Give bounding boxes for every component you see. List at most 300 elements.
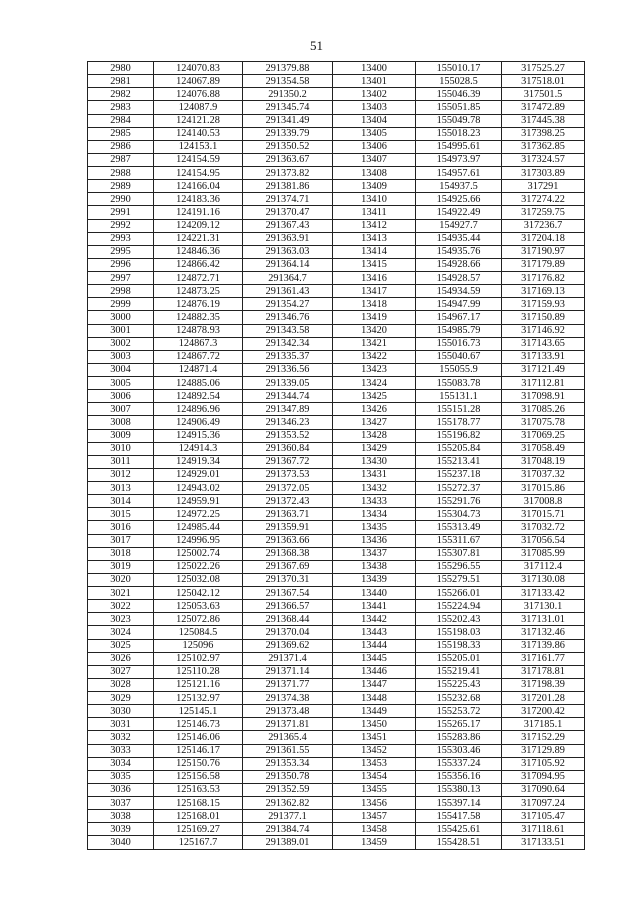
table-row bbox=[88, 652, 585, 665]
x-coordinate-b-cell: 155151.28 bbox=[416, 403, 502, 416]
page-number: 51 bbox=[310, 38, 323, 53]
point-number-a-cell: 3024 bbox=[88, 626, 154, 639]
point-number-b-cell: 13449 bbox=[333, 705, 416, 718]
x-coordinate-b-cell: 155178.77 bbox=[416, 416, 502, 429]
x-coordinate-a-cell: 124867.72 bbox=[154, 350, 243, 363]
point-number-b-cell: 13444 bbox=[333, 639, 416, 652]
x-coordinate-b-cell: 155397.14 bbox=[416, 797, 502, 810]
x-coordinate-a-cell: 125132.97 bbox=[154, 692, 243, 705]
x-coordinate-b-cell: 154927.7 bbox=[416, 219, 502, 232]
point-number-b-cell: 13438 bbox=[333, 560, 416, 573]
x-coordinate-b-cell: 155028.5 bbox=[416, 75, 502, 88]
y-coordinate-a-cell: 291345.74 bbox=[243, 101, 333, 114]
x-coordinate-a-cell: 124878.93 bbox=[154, 324, 243, 337]
y-coordinate-a-cell: 291370.47 bbox=[243, 206, 333, 219]
point-number-b-cell: 13433 bbox=[333, 495, 416, 508]
table-row bbox=[88, 573, 585, 586]
y-coordinate-b-cell: 317112.4 bbox=[502, 560, 585, 573]
point-number-b-cell: 13437 bbox=[333, 547, 416, 560]
x-coordinate-b-cell: 154985.79 bbox=[416, 324, 502, 337]
point-number-b-cell: 13450 bbox=[333, 718, 416, 731]
x-coordinate-a-cell: 124929.01 bbox=[154, 468, 243, 481]
x-coordinate-b-cell: 154947.99 bbox=[416, 298, 502, 311]
x-coordinate-a-cell: 124985.44 bbox=[154, 521, 243, 534]
point-number-b-cell: 13458 bbox=[333, 823, 416, 836]
table-row bbox=[88, 744, 585, 757]
point-number-b-cell: 13414 bbox=[333, 245, 416, 258]
y-coordinate-b-cell: 317472.89 bbox=[502, 101, 585, 114]
table-row bbox=[88, 797, 585, 810]
y-coordinate-a-cell: 291374.71 bbox=[243, 193, 333, 206]
y-coordinate-b-cell: 317132.46 bbox=[502, 626, 585, 639]
x-coordinate-a-cell: 124959.91 bbox=[154, 495, 243, 508]
x-coordinate-b-cell: 155266.01 bbox=[416, 587, 502, 600]
x-coordinate-a-cell: 125121.16 bbox=[154, 678, 243, 691]
x-coordinate-a-cell: 125072.86 bbox=[154, 613, 243, 626]
x-coordinate-a-cell: 124867.3 bbox=[154, 337, 243, 350]
point-number-b-cell: 13446 bbox=[333, 665, 416, 678]
point-number-b-cell: 13457 bbox=[333, 810, 416, 823]
x-coordinate-b-cell: 155224.94 bbox=[416, 600, 502, 613]
x-coordinate-a-cell: 124209.12 bbox=[154, 219, 243, 232]
x-coordinate-a-cell: 125169.27 bbox=[154, 823, 243, 836]
table-row bbox=[88, 180, 585, 193]
x-coordinate-b-cell: 155296.55 bbox=[416, 560, 502, 573]
point-number-b-cell: 13453 bbox=[333, 757, 416, 770]
point-number-a-cell: 2988 bbox=[88, 167, 154, 180]
point-number-b-cell: 13436 bbox=[333, 534, 416, 547]
x-coordinate-a-cell: 124885.06 bbox=[154, 377, 243, 390]
table-row bbox=[88, 692, 585, 705]
table-row bbox=[88, 153, 585, 166]
y-coordinate-b-cell: 317133.42 bbox=[502, 587, 585, 600]
table-row bbox=[88, 547, 585, 560]
y-coordinate-a-cell: 291371.77 bbox=[243, 678, 333, 691]
x-coordinate-a-cell: 124943.02 bbox=[154, 482, 243, 495]
point-number-a-cell: 3002 bbox=[88, 337, 154, 350]
x-coordinate-a-cell: 124221.31 bbox=[154, 232, 243, 245]
table-body bbox=[88, 62, 585, 850]
point-number-a-cell: 2991 bbox=[88, 206, 154, 219]
point-number-b-cell: 13456 bbox=[333, 797, 416, 810]
y-coordinate-a-cell: 291364.7 bbox=[243, 272, 333, 285]
y-coordinate-b-cell: 317201.28 bbox=[502, 692, 585, 705]
point-number-a-cell: 3034 bbox=[88, 757, 154, 770]
x-coordinate-a-cell: 124866.42 bbox=[154, 258, 243, 271]
y-coordinate-b-cell: 317518.01 bbox=[502, 75, 585, 88]
y-coordinate-b-cell: 317130.08 bbox=[502, 573, 585, 586]
y-coordinate-b-cell: 317105.92 bbox=[502, 757, 585, 770]
y-coordinate-a-cell: 291389.01 bbox=[243, 836, 333, 849]
y-coordinate-b-cell: 317198.39 bbox=[502, 678, 585, 691]
point-number-a-cell: 3018 bbox=[88, 547, 154, 560]
x-coordinate-b-cell: 155428.51 bbox=[416, 836, 502, 849]
x-coordinate-a-cell: 124896.96 bbox=[154, 403, 243, 416]
point-number-a-cell: 3030 bbox=[88, 705, 154, 718]
x-coordinate-a-cell: 125168.15 bbox=[154, 797, 243, 810]
point-number-a-cell: 3011 bbox=[88, 455, 154, 468]
y-coordinate-b-cell: 317037.32 bbox=[502, 468, 585, 481]
table-row bbox=[88, 114, 585, 127]
y-coordinate-a-cell: 291359.91 bbox=[243, 521, 333, 534]
point-number-a-cell: 2985 bbox=[88, 127, 154, 140]
point-number-a-cell: 3031 bbox=[88, 718, 154, 731]
x-coordinate-a-cell: 124972.25 bbox=[154, 508, 243, 521]
point-number-a-cell: 3000 bbox=[88, 311, 154, 324]
x-coordinate-a-cell: 125146.06 bbox=[154, 731, 243, 744]
table-row bbox=[88, 665, 585, 678]
x-coordinate-a-cell: 124121.28 bbox=[154, 114, 243, 127]
point-number-b-cell: 13454 bbox=[333, 770, 416, 783]
x-coordinate-b-cell: 155417.58 bbox=[416, 810, 502, 823]
y-coordinate-a-cell: 291363.03 bbox=[243, 245, 333, 258]
table-row bbox=[88, 337, 585, 350]
y-coordinate-b-cell: 317032.72 bbox=[502, 521, 585, 534]
y-coordinate-a-cell: 291353.34 bbox=[243, 757, 333, 770]
y-coordinate-a-cell: 291361.55 bbox=[243, 744, 333, 757]
point-number-b-cell: 13421 bbox=[333, 337, 416, 350]
y-coordinate-a-cell: 291373.82 bbox=[243, 167, 333, 180]
point-number-b-cell: 13429 bbox=[333, 442, 416, 455]
point-number-a-cell: 2999 bbox=[88, 298, 154, 311]
x-coordinate-a-cell: 124914.3 bbox=[154, 442, 243, 455]
table-row bbox=[88, 482, 585, 495]
y-coordinate-b-cell: 317274.22 bbox=[502, 193, 585, 206]
table-row bbox=[88, 62, 585, 75]
point-number-a-cell: 2982 bbox=[88, 88, 154, 101]
y-coordinate-a-cell: 291373.48 bbox=[243, 705, 333, 718]
y-coordinate-b-cell: 317118.61 bbox=[502, 823, 585, 836]
point-number-a-cell: 3027 bbox=[88, 665, 154, 678]
point-number-a-cell: 3019 bbox=[88, 560, 154, 573]
y-coordinate-b-cell: 317130.1 bbox=[502, 600, 585, 613]
y-coordinate-a-cell: 291368.38 bbox=[243, 547, 333, 560]
x-coordinate-a-cell: 125150.76 bbox=[154, 757, 243, 770]
table-row bbox=[88, 127, 585, 140]
table-row bbox=[88, 770, 585, 783]
x-coordinate-b-cell: 155307.81 bbox=[416, 547, 502, 560]
x-coordinate-a-cell: 124872.71 bbox=[154, 272, 243, 285]
table-row bbox=[88, 626, 585, 639]
y-coordinate-b-cell: 317056.54 bbox=[502, 534, 585, 547]
x-coordinate-b-cell: 155237.18 bbox=[416, 468, 502, 481]
point-number-a-cell: 3006 bbox=[88, 390, 154, 403]
point-number-b-cell: 13415 bbox=[333, 258, 416, 271]
y-coordinate-a-cell: 291363.66 bbox=[243, 534, 333, 547]
point-number-a-cell: 3023 bbox=[88, 613, 154, 626]
table-row bbox=[88, 298, 585, 311]
y-coordinate-a-cell: 291370.31 bbox=[243, 573, 333, 586]
table-row bbox=[88, 206, 585, 219]
point-number-b-cell: 13448 bbox=[333, 692, 416, 705]
x-coordinate-a-cell: 124915.36 bbox=[154, 429, 243, 442]
table-row bbox=[88, 521, 585, 534]
y-coordinate-a-cell: 291335.37 bbox=[243, 350, 333, 363]
point-number-a-cell: 3035 bbox=[88, 770, 154, 783]
x-coordinate-a-cell: 124882.35 bbox=[154, 311, 243, 324]
x-coordinate-b-cell: 155040.67 bbox=[416, 350, 502, 363]
point-number-b-cell: 13403 bbox=[333, 101, 416, 114]
table-row bbox=[88, 193, 585, 206]
point-number-a-cell: 2987 bbox=[88, 153, 154, 166]
table-row bbox=[88, 731, 585, 744]
x-coordinate-b-cell: 154935.44 bbox=[416, 232, 502, 245]
x-coordinate-a-cell: 124892.54 bbox=[154, 390, 243, 403]
x-coordinate-a-cell: 125102.97 bbox=[154, 652, 243, 665]
y-coordinate-b-cell: 317190.97 bbox=[502, 245, 585, 258]
x-coordinate-b-cell: 154925.66 bbox=[416, 193, 502, 206]
y-coordinate-b-cell: 317094.95 bbox=[502, 770, 585, 783]
x-coordinate-b-cell: 155253.72 bbox=[416, 705, 502, 718]
x-coordinate-b-cell: 155198.33 bbox=[416, 639, 502, 652]
point-number-b-cell: 13441 bbox=[333, 600, 416, 613]
point-number-b-cell: 13423 bbox=[333, 363, 416, 376]
x-coordinate-b-cell: 155265.17 bbox=[416, 718, 502, 731]
y-coordinate-b-cell: 317291 bbox=[502, 180, 585, 193]
y-coordinate-a-cell: 291354.27 bbox=[243, 298, 333, 311]
point-number-a-cell: 2980 bbox=[88, 62, 154, 75]
x-coordinate-b-cell: 155205.01 bbox=[416, 652, 502, 665]
y-coordinate-a-cell: 291367.43 bbox=[243, 219, 333, 232]
y-coordinate-a-cell: 291361.43 bbox=[243, 285, 333, 298]
y-coordinate-a-cell: 291363.67 bbox=[243, 153, 333, 166]
point-number-a-cell: 2998 bbox=[88, 285, 154, 298]
table-row bbox=[88, 705, 585, 718]
x-coordinate-b-cell: 155083.78 bbox=[416, 377, 502, 390]
table-row bbox=[88, 495, 585, 508]
x-coordinate-a-cell: 124070.83 bbox=[154, 62, 243, 75]
point-number-a-cell: 3020 bbox=[88, 573, 154, 586]
y-coordinate-a-cell: 291363.91 bbox=[243, 232, 333, 245]
point-number-b-cell: 13432 bbox=[333, 482, 416, 495]
point-number-b-cell: 13410 bbox=[333, 193, 416, 206]
point-number-b-cell: 13447 bbox=[333, 678, 416, 691]
point-number-b-cell: 13442 bbox=[333, 613, 416, 626]
point-number-a-cell: 3021 bbox=[88, 587, 154, 600]
y-coordinate-b-cell: 317525.27 bbox=[502, 62, 585, 75]
point-number-a-cell: 3012 bbox=[88, 468, 154, 481]
x-coordinate-a-cell: 125163.53 bbox=[154, 783, 243, 796]
point-number-b-cell: 13407 bbox=[333, 153, 416, 166]
x-coordinate-b-cell: 155046.39 bbox=[416, 88, 502, 101]
x-coordinate-a-cell: 125156.58 bbox=[154, 770, 243, 783]
x-coordinate-a-cell: 124076.88 bbox=[154, 88, 243, 101]
y-coordinate-a-cell: 291339.05 bbox=[243, 377, 333, 390]
y-coordinate-a-cell: 291377.1 bbox=[243, 810, 333, 823]
y-coordinate-b-cell: 317143.65 bbox=[502, 337, 585, 350]
point-number-a-cell: 3010 bbox=[88, 442, 154, 455]
y-coordinate-a-cell: 291346.23 bbox=[243, 416, 333, 429]
y-coordinate-a-cell: 291344.74 bbox=[243, 390, 333, 403]
x-coordinate-a-cell: 125167.7 bbox=[154, 836, 243, 849]
point-number-b-cell: 13435 bbox=[333, 521, 416, 534]
x-coordinate-b-cell: 155232.68 bbox=[416, 692, 502, 705]
point-number-b-cell: 13422 bbox=[333, 350, 416, 363]
x-coordinate-b-cell: 155196.82 bbox=[416, 429, 502, 442]
y-coordinate-a-cell: 291362.82 bbox=[243, 797, 333, 810]
x-coordinate-a-cell: 124846.36 bbox=[154, 245, 243, 258]
point-number-a-cell: 3009 bbox=[88, 429, 154, 442]
x-coordinate-a-cell: 125168.01 bbox=[154, 810, 243, 823]
point-number-a-cell: 3013 bbox=[88, 482, 154, 495]
point-number-a-cell: 2981 bbox=[88, 75, 154, 88]
x-coordinate-a-cell: 124996.95 bbox=[154, 534, 243, 547]
y-coordinate-b-cell: 317259.75 bbox=[502, 206, 585, 219]
x-coordinate-a-cell: 125110.28 bbox=[154, 665, 243, 678]
x-coordinate-b-cell: 154967.17 bbox=[416, 311, 502, 324]
x-coordinate-a-cell: 125042.12 bbox=[154, 587, 243, 600]
table-row bbox=[88, 245, 585, 258]
y-coordinate-b-cell: 317152.29 bbox=[502, 731, 585, 744]
x-coordinate-b-cell: 154957.61 bbox=[416, 167, 502, 180]
table-row bbox=[88, 783, 585, 796]
table-row bbox=[88, 442, 585, 455]
y-coordinate-a-cell: 291373.53 bbox=[243, 468, 333, 481]
y-coordinate-b-cell: 317445.38 bbox=[502, 114, 585, 127]
table-row bbox=[88, 140, 585, 153]
x-coordinate-a-cell: 125146.73 bbox=[154, 718, 243, 731]
x-coordinate-b-cell: 154928.57 bbox=[416, 272, 502, 285]
y-coordinate-a-cell: 291371.81 bbox=[243, 718, 333, 731]
point-number-a-cell: 3028 bbox=[88, 678, 154, 691]
table-row bbox=[88, 836, 585, 849]
y-coordinate-b-cell: 317112.81 bbox=[502, 377, 585, 390]
x-coordinate-b-cell: 154935.76 bbox=[416, 245, 502, 258]
y-coordinate-a-cell: 291371.14 bbox=[243, 665, 333, 678]
y-coordinate-a-cell: 291365.4 bbox=[243, 731, 333, 744]
table-row bbox=[88, 324, 585, 337]
y-coordinate-b-cell: 317069.25 bbox=[502, 429, 585, 442]
point-number-b-cell: 13451 bbox=[333, 731, 416, 744]
y-coordinate-b-cell: 317121.49 bbox=[502, 363, 585, 376]
point-number-a-cell: 3025 bbox=[88, 639, 154, 652]
x-coordinate-b-cell: 155055.9 bbox=[416, 363, 502, 376]
point-number-b-cell: 13416 bbox=[333, 272, 416, 285]
point-number-a-cell: 3036 bbox=[88, 783, 154, 796]
point-number-b-cell: 13400 bbox=[333, 62, 416, 75]
y-coordinate-a-cell: 291350.78 bbox=[243, 770, 333, 783]
y-coordinate-b-cell: 317169.13 bbox=[502, 285, 585, 298]
point-number-a-cell: 2989 bbox=[88, 180, 154, 193]
y-coordinate-b-cell: 317176.82 bbox=[502, 272, 585, 285]
y-coordinate-b-cell: 317085.99 bbox=[502, 547, 585, 560]
y-coordinate-a-cell: 291384.74 bbox=[243, 823, 333, 836]
table-row bbox=[88, 350, 585, 363]
point-number-a-cell: 3032 bbox=[88, 731, 154, 744]
y-coordinate-a-cell: 291339.79 bbox=[243, 127, 333, 140]
point-number-a-cell: 3005 bbox=[88, 377, 154, 390]
point-number-a-cell: 3040 bbox=[88, 836, 154, 849]
x-coordinate-b-cell: 155311.67 bbox=[416, 534, 502, 547]
point-number-a-cell: 3014 bbox=[88, 495, 154, 508]
y-coordinate-a-cell: 291342.34 bbox=[243, 337, 333, 350]
x-coordinate-a-cell: 124876.19 bbox=[154, 298, 243, 311]
x-coordinate-b-cell: 154922.49 bbox=[416, 206, 502, 219]
point-number-b-cell: 13455 bbox=[333, 783, 416, 796]
point-number-b-cell: 13439 bbox=[333, 573, 416, 586]
y-coordinate-b-cell: 317324.57 bbox=[502, 153, 585, 166]
y-coordinate-a-cell: 291350.52 bbox=[243, 140, 333, 153]
y-coordinate-a-cell: 291336.56 bbox=[243, 363, 333, 376]
y-coordinate-b-cell: 317075.78 bbox=[502, 416, 585, 429]
table-row bbox=[88, 613, 585, 626]
point-number-a-cell: 3017 bbox=[88, 534, 154, 547]
point-number-a-cell: 3022 bbox=[88, 600, 154, 613]
x-coordinate-a-cell: 125146.17 bbox=[154, 744, 243, 757]
x-coordinate-b-cell: 155425.61 bbox=[416, 823, 502, 836]
x-coordinate-a-cell: 124906.49 bbox=[154, 416, 243, 429]
x-coordinate-a-cell: 124873.25 bbox=[154, 285, 243, 298]
table-row bbox=[88, 823, 585, 836]
point-number-a-cell: 3004 bbox=[88, 363, 154, 376]
x-coordinate-b-cell: 155291.76 bbox=[416, 495, 502, 508]
table-row bbox=[88, 232, 585, 245]
y-coordinate-a-cell: 291372.43 bbox=[243, 495, 333, 508]
x-coordinate-b-cell: 154934.59 bbox=[416, 285, 502, 298]
point-number-b-cell: 13452 bbox=[333, 744, 416, 757]
y-coordinate-b-cell: 317501.5 bbox=[502, 88, 585, 101]
point-number-b-cell: 13434 bbox=[333, 508, 416, 521]
table-row bbox=[88, 219, 585, 232]
table-row bbox=[88, 587, 585, 600]
table-row bbox=[88, 101, 585, 114]
y-coordinate-b-cell: 317105.47 bbox=[502, 810, 585, 823]
point-number-a-cell: 2992 bbox=[88, 219, 154, 232]
y-coordinate-a-cell: 291354.58 bbox=[243, 75, 333, 88]
table-row bbox=[88, 285, 585, 298]
y-coordinate-a-cell: 291381.86 bbox=[243, 180, 333, 193]
point-number-b-cell: 13413 bbox=[333, 232, 416, 245]
y-coordinate-a-cell: 291350.2 bbox=[243, 88, 333, 101]
x-coordinate-b-cell: 155283.86 bbox=[416, 731, 502, 744]
y-coordinate-a-cell: 291364.14 bbox=[243, 258, 333, 271]
point-number-a-cell: 3026 bbox=[88, 652, 154, 665]
point-number-b-cell: 13404 bbox=[333, 114, 416, 127]
x-coordinate-b-cell: 155279.51 bbox=[416, 573, 502, 586]
point-number-b-cell: 13424 bbox=[333, 377, 416, 390]
point-number-a-cell: 2997 bbox=[88, 272, 154, 285]
x-coordinate-a-cell: 124067.89 bbox=[154, 75, 243, 88]
point-number-b-cell: 13411 bbox=[333, 206, 416, 219]
y-coordinate-b-cell: 317150.89 bbox=[502, 311, 585, 324]
y-coordinate-b-cell: 317133.51 bbox=[502, 836, 585, 849]
y-coordinate-b-cell: 317090.64 bbox=[502, 783, 585, 796]
point-number-a-cell: 3007 bbox=[88, 403, 154, 416]
y-coordinate-a-cell: 291343.58 bbox=[243, 324, 333, 337]
x-coordinate-a-cell: 125002.74 bbox=[154, 547, 243, 560]
y-coordinate-b-cell: 317139.86 bbox=[502, 639, 585, 652]
point-number-a-cell: 3015 bbox=[88, 508, 154, 521]
table-row bbox=[88, 810, 585, 823]
x-coordinate-b-cell: 155202.43 bbox=[416, 613, 502, 626]
table-row bbox=[88, 718, 585, 731]
table-row bbox=[88, 429, 585, 442]
y-coordinate-b-cell: 317146.92 bbox=[502, 324, 585, 337]
y-coordinate-a-cell: 291341.49 bbox=[243, 114, 333, 127]
point-number-a-cell: 3001 bbox=[88, 324, 154, 337]
y-coordinate-b-cell: 317129.89 bbox=[502, 744, 585, 757]
point-number-a-cell: 2993 bbox=[88, 232, 154, 245]
x-coordinate-a-cell: 125053.63 bbox=[154, 600, 243, 613]
y-coordinate-a-cell: 291352.59 bbox=[243, 783, 333, 796]
point-number-b-cell: 13443 bbox=[333, 626, 416, 639]
y-coordinate-b-cell: 317200.42 bbox=[502, 705, 585, 718]
x-coordinate-b-cell: 155313.49 bbox=[416, 521, 502, 534]
x-coordinate-a-cell: 125084.5 bbox=[154, 626, 243, 639]
y-coordinate-a-cell: 291370.04 bbox=[243, 626, 333, 639]
table-row bbox=[88, 416, 585, 429]
table-row bbox=[88, 468, 585, 481]
